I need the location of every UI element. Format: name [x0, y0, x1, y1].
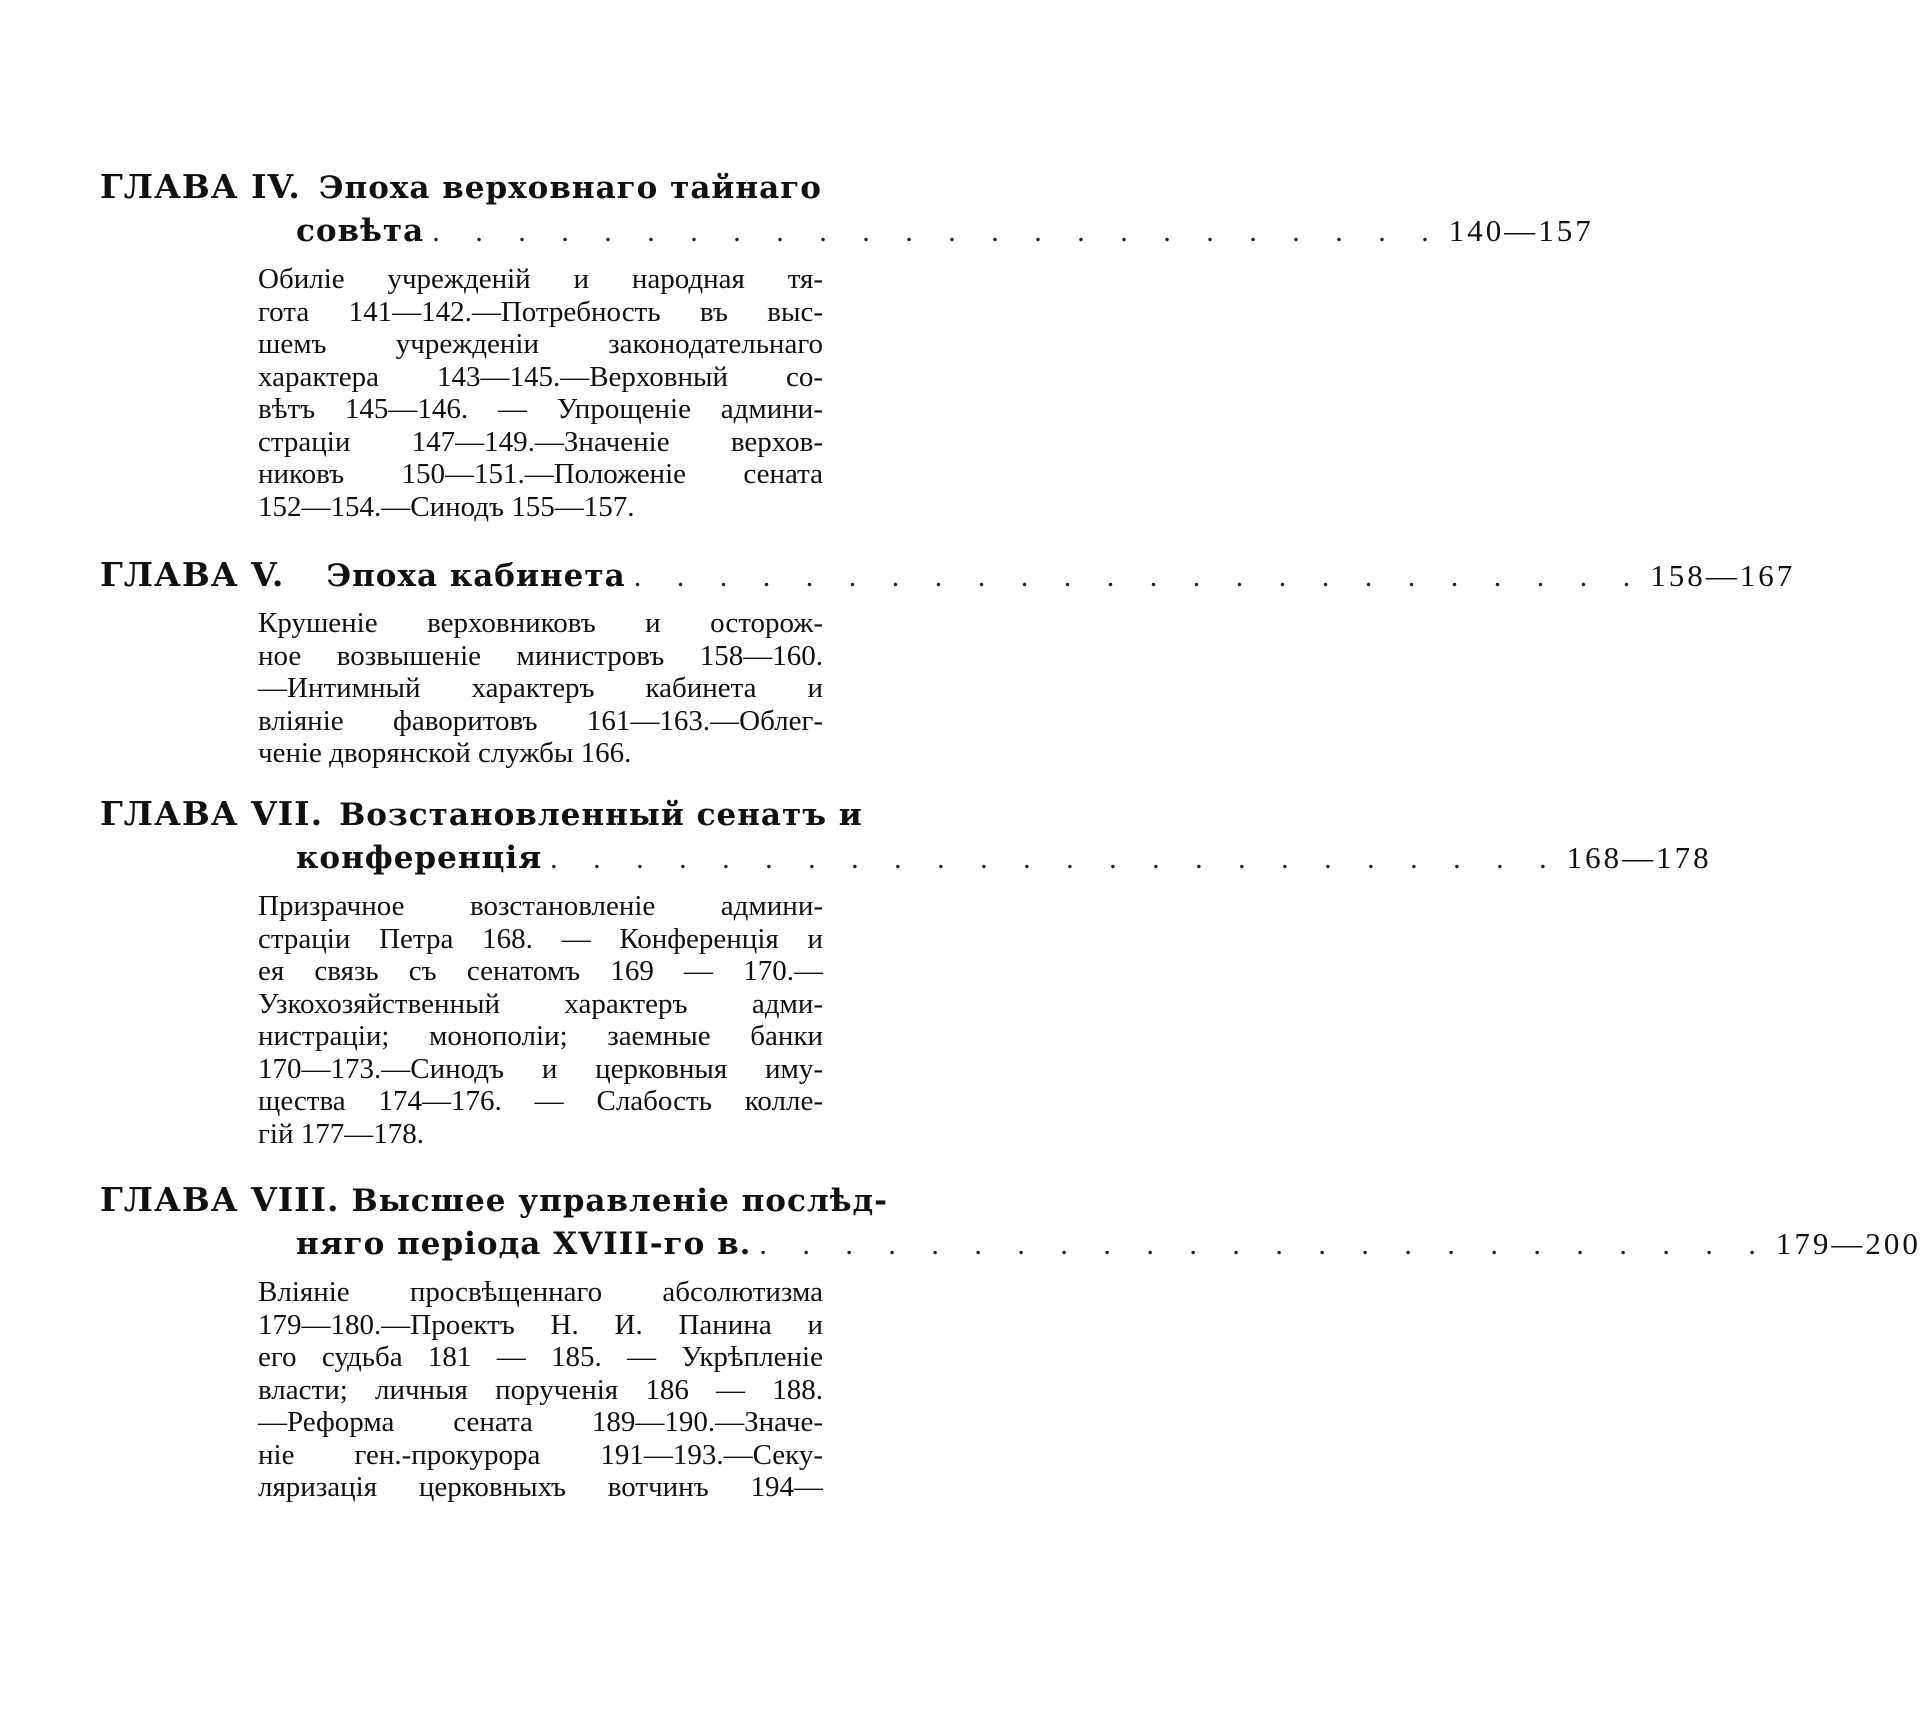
- chapter-label: ГЛАВА V.: [100, 555, 285, 594]
- summary-line: его судьба 181 — 185. — Укрѣпленіе: [258, 1341, 823, 1373]
- page-range: 179—200: [1775, 1226, 1921, 1261]
- chapter-heading-line: [100, 792, 960, 836]
- summary-line: 152—154.—Синодъ 155—157.: [258, 490, 635, 523]
- chapter-title-continued: конференція: [296, 840, 543, 876]
- summary-line: 179—180.—Проектъ Н. И. Панина и: [258, 1308, 823, 1341]
- summary-line: щества 174—176. — Слабость колле-: [258, 1085, 823, 1117]
- chapter-heading-line: [100, 1178, 960, 1222]
- summary-line: вліяніе фаворитовъ 161—163.—Облег-: [258, 704, 823, 737]
- page-range: 168—178: [1566, 840, 1712, 875]
- chapter-heading-line: [100, 836, 1712, 880]
- summary-line: шемъ учрежденіи законодательнаго: [258, 328, 823, 360]
- leader-dots: . . . . . . . . . . . . . . . . . . . . . . . .: [550, 842, 1561, 875]
- chapter-v: [100, 553, 1796, 770]
- chapter-label: ГЛАВА VII.: [100, 794, 324, 833]
- summary-line: Вліяніе просвѣщеннаго абсолютизма: [258, 1276, 823, 1308]
- summary-line: власти; личныя порученія 186 — 188.: [258, 1373, 823, 1406]
- chapter-title: Возстановленный сенатъ и: [339, 797, 863, 833]
- summary-line: Обиліе учрежденій и народная тя-: [258, 263, 823, 295]
- summary-line: ченіе дворянской службы 166.: [258, 737, 632, 769]
- chapter-label: ГЛАВА IV.: [100, 167, 301, 206]
- chapter-summary: [258, 607, 823, 770]
- summary-line: Крушеніе верховниковъ и осторож-: [258, 607, 823, 639]
- summary-line: —Реформа сената 189—190.—Значе-: [258, 1406, 823, 1438]
- chapter-title-continued: совѣта: [296, 213, 425, 249]
- summary-line: гій 177—178.: [258, 1117, 424, 1150]
- leader-dots: . . . . . . . . . . . . . . . . . . . . . . . .: [759, 1228, 1770, 1261]
- chapter-title: Эпоха кабинета: [326, 558, 626, 594]
- summary-line: вѣтъ 145—146. — Упрощеніе админи-: [258, 393, 823, 425]
- summary-line: ное возвышеніе министровъ 158—160.: [258, 639, 823, 672]
- chapter-heading-line: [100, 209, 1594, 253]
- chapter-title: Эпоха верховнаго тайнаго: [318, 170, 822, 206]
- summary-line: 170—173.—Синодъ и церковныя иму-: [258, 1052, 823, 1085]
- summary-line: нистраціи; монополіи; заемные банки: [258, 1020, 823, 1052]
- chapter-heading-line: [100, 1222, 1921, 1266]
- summary-line: ея связь съ сенатомъ 169 — 170.—: [258, 955, 823, 987]
- summary-line: Призрачное возстановленіе админи-: [258, 890, 823, 922]
- summary-line: ляризація церковныхъ вотчинъ 194—: [258, 1471, 823, 1503]
- summary-line: Узкохозяйственный характеръ адми-: [258, 987, 823, 1020]
- chapter-heading-line: [100, 553, 1796, 597]
- page-range: 158—167: [1650, 558, 1796, 593]
- summary-line: страціи Петра 168. — Конференція и: [258, 922, 823, 955]
- chapter-label: ГЛАВА VIII.: [100, 1180, 340, 1219]
- summary-line: никовъ 150—151.—Положеніе сената: [258, 458, 823, 490]
- chapter-heading-line: [100, 165, 960, 209]
- summary-line: —Интимный характеръ кабинета и: [258, 672, 823, 704]
- leader-dots: . . . . . . . . . . . . . . . . . . . . . . . .: [432, 215, 1443, 248]
- chapter-title-continued: няго періода XVIII-го в.: [296, 1226, 752, 1262]
- chapter-viii: [100, 1178, 1921, 1504]
- summary-line: характера 143—145.—Верховный со-: [258, 360, 823, 393]
- leader-dots: . . . . . . . . . . . . . . . . . . . . . . . .: [633, 560, 1645, 593]
- chapter-summary: [258, 1276, 823, 1504]
- chapter-summary: [258, 890, 823, 1150]
- chapter-summary: [258, 263, 823, 523]
- summary-line: гота 141—142.—Потребность въ выс-: [258, 295, 823, 328]
- page-range: 140—157: [1448, 213, 1594, 248]
- summary-line: страціи 147—149.—Значеніе верхов-: [258, 425, 823, 458]
- chapter-iv: [100, 165, 1594, 523]
- summary-line: ніе ген.-прокурора 191—193.—Секу-: [258, 1438, 823, 1471]
- chapter-vii: [100, 792, 1712, 1150]
- chapter-title: Высшее управленіе послѣд-: [351, 1183, 889, 1219]
